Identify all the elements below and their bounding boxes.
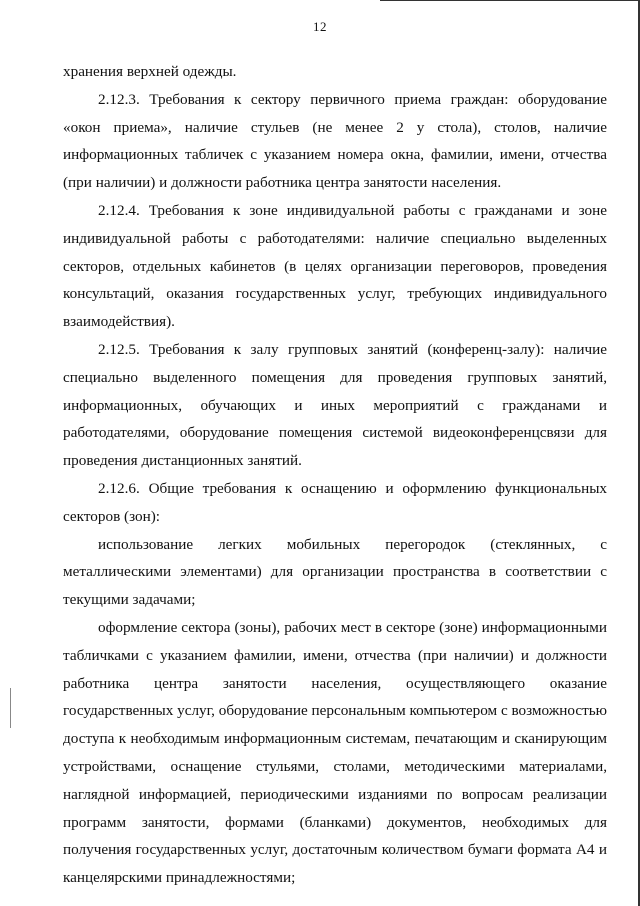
list-item-partitions: использование легких мобильных перегородок (стеклянных, с металлическими элементами) для организации пространства в соответствии с текущими задачами; <box>63 535 607 609</box>
scan-margin-mark <box>10 688 11 728</box>
scan-edge-line-top <box>380 0 640 1</box>
paragraph-2-12-4: 2.12.4. Требования к зоне индивидуальной работы с гражданами и зоне индивидуальной работы с работодателями: наличие специально выделенных секторов, отдельных кабинетов (в целях организации переговоров, проведения консультаций, оказания государственных услуг, требующих индивидуального взаимодействия). <box>63 201 607 331</box>
paragraph-continuation: хранения верхней одежды. <box>63 63 237 80</box>
list-item-sector-design: оформление сектора (зоны), рабочих мест в секторе (зоне) информационными табличками с указанием фамилии, имени, отчества (при наличии) и должности работника центра занятости населения, осуществляющего оказание государственных услуг, оборудование персональным компьютером с возможностью доступа к необходимым информационным системам, печатающим и сканирующим устройствами, оснащение стульями, столами, методическими материалами, наглядной информацией, периодическими изданиями по вопросам реализации программ занятости, формами (бланками) документов, необходимых для получения государственных услуг, достаточным количеством бумаги формата А4 и канцелярскими принадлежностями; <box>63 618 608 887</box>
paragraph-2-12-5: 2.12.5. Требования к залу групповых занятий (конференц-залу): наличие специально выделенного помещения для проведения групповых занятий, информационных, обучающих и иных мероприятий с гражданами и работодателями, оборудование помещения системой видеоконференцсвязи для проведения дистанционных занятий. <box>63 340 607 470</box>
paragraph-2-12-3: 2.12.3. Требования к сектору первичного приема граждан: оборудование «окон приема», наличие стульев (не менее 2 у стола), столов, наличие информационных табличек с указанием номера окна, фамилии, имени, отчества (при наличии) и должности работника центра занятости населения. <box>63 90 607 192</box>
paragraph-2-12-6: 2.12.6. Общие требования к оснащению и оформлению функциональных секторов (зон): <box>63 479 607 525</box>
page-number: 12 <box>313 19 327 34</box>
document-body <box>63 58 607 892</box>
